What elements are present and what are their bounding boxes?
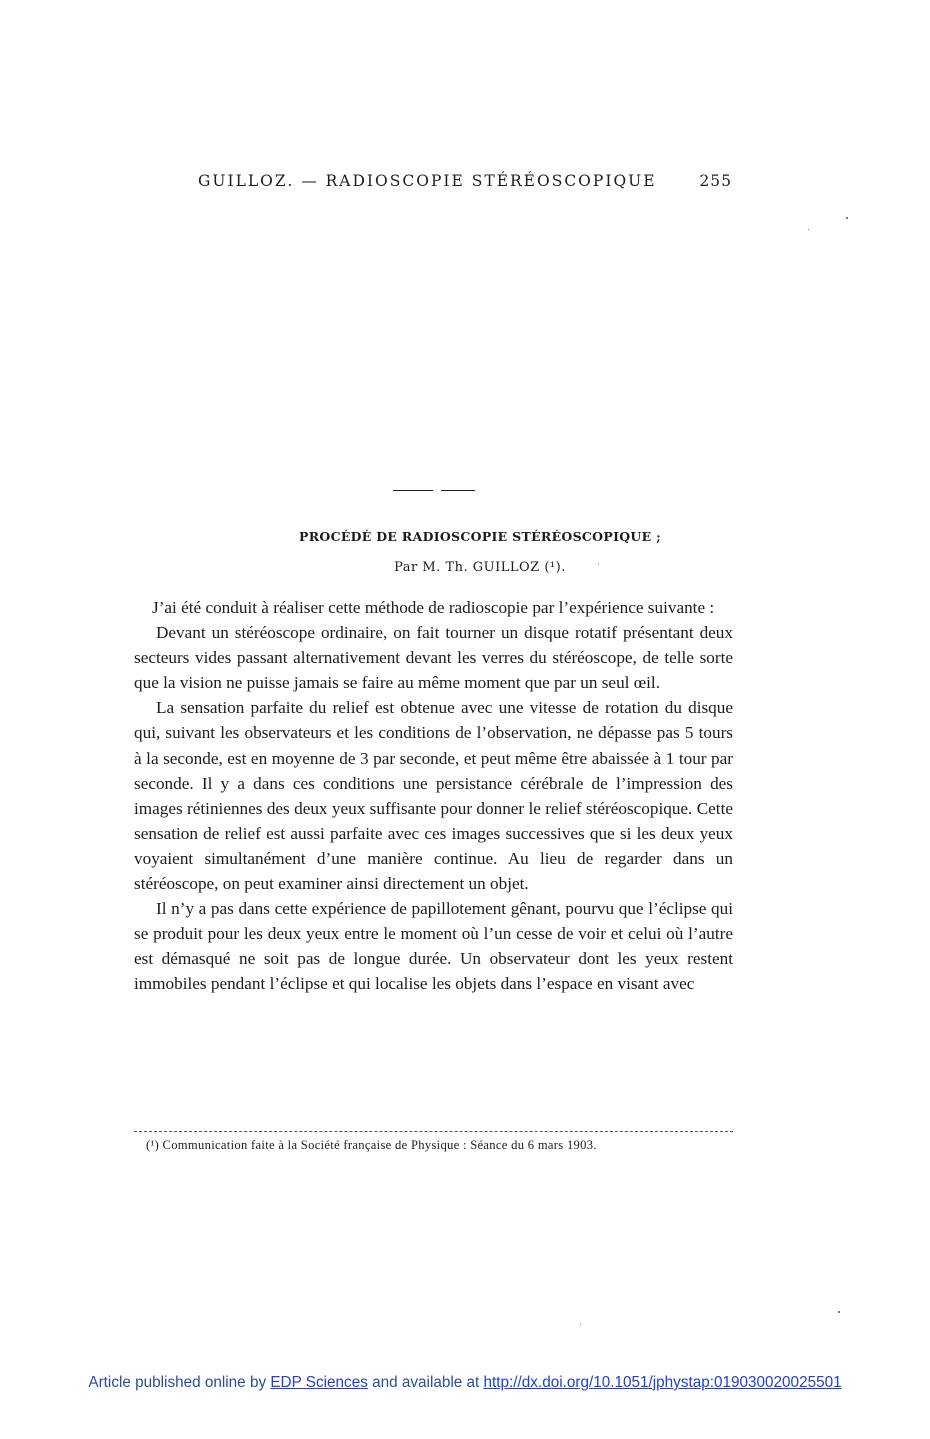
doi-link[interactable]: http://dx.doi.org/10.1051/jphystap:019030020025501	[483, 1374, 842, 1391]
body-paragraph: Devant un stéréoscope ordinaire, on fait tourner un disque rotatif présentant deux secteurs vides passant alternativement devant les verres du stéréoscope, de telle sorte que la vision ne puisse jamais se faire au même moment que par un seul œil.	[134, 623, 733, 693]
article-title: PROCÉDÉ DE RADIOSCOPIE STÉRÉOSCOPIQUE ;	[299, 529, 661, 544]
page-number: 255	[699, 172, 732, 190]
scan-speck	[846, 217, 848, 219]
article-byline: Par M. Th. GUILLOZ (¹).	[394, 560, 566, 575]
scan-speck	[580, 1324, 581, 1325]
running-head	[198, 172, 738, 190]
title-rule-right	[441, 490, 475, 491]
footnote-rule	[134, 1131, 733, 1132]
publisher-prefix: Article published online by	[88, 1374, 267, 1391]
body-paragraph: La sensation parfaite du relief est obtenue avec une vitesse de rotation du disque qui, suivant les observateurs et les conditions de l’observation, ne dépasse pas 5 tours à la seconde, est en moyenne de 3 par seconde, et peut même être abaissée à 1 tour par seconde. Il y a dans ces conditions une persistance cérébrale de l’impression des images rétiniennes des deux yeux suffisante pour donner le relief stéréoscopique. Cette sensation de relief est aussi parfaite avec ces images successives que si les deux yeux voyaient simultanément d’une manière continue. Au lieu de regarder dans un stéréoscope, on peut examiner ainsi directement un objet.	[134, 698, 733, 894]
body-paragraph: J’ai été conduit à réaliser cette méthode de radioscopie par l’expérience suivante :	[152, 598, 715, 617]
title-rule-left	[393, 490, 433, 491]
publisher-link[interactable]: EDP Sciences	[270, 1374, 368, 1391]
publisher-line	[0, 1374, 930, 1392]
footnote: (¹) Communication faite à la Société française de Physique : Séance du 6 mars 1903.	[146, 1138, 597, 1152]
article-body	[134, 595, 733, 997]
running-head-title: GUILLOZ. — RADIOSCOPIE STÉRÉOSCOPIQUE	[198, 172, 657, 190]
scan-speck	[808, 229, 809, 230]
body-paragraph: Il n’y a pas dans cette expérience de papillotement gênant, pourvu que l’éclipse qui se produit pour les deux yeux entre le moment où l’un cesse de voir et celui où l’autre est démasqué ne soit pas de longue durée. Un observateur dont les yeux restent immobiles pendant l’éclipse et qui localise les objets dans l’espace en visant avec	[134, 899, 733, 994]
publisher-middle: and available at	[372, 1374, 480, 1391]
scan-speck	[838, 1311, 840, 1313]
